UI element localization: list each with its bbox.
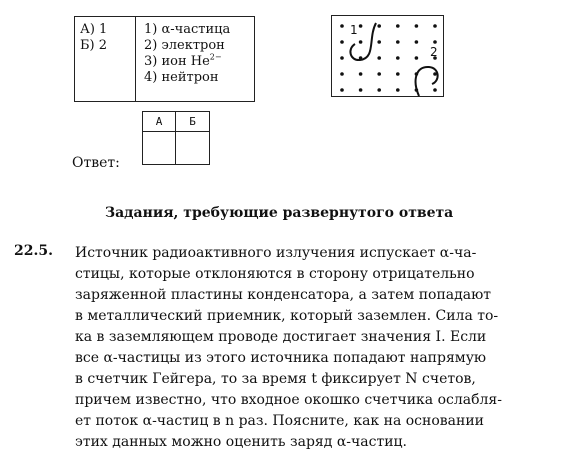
field-dot bbox=[340, 88, 344, 92]
field-dot bbox=[377, 72, 381, 76]
field-dot bbox=[377, 56, 381, 60]
field-dot bbox=[433, 40, 437, 44]
answer-table bbox=[142, 111, 210, 165]
answer-header-b: Б bbox=[176, 112, 209, 132]
match-option-3 bbox=[144, 54, 254, 70]
task-line: причем известно, что входное окошко счетчика ослабля- bbox=[75, 392, 502, 408]
task-text bbox=[75, 243, 555, 453]
field-dot bbox=[340, 56, 344, 60]
task-line: в металлический приемник, который заземлен. Сила то- bbox=[75, 308, 499, 324]
matching-table bbox=[74, 16, 255, 102]
task-line: заряженной пластины конденсатора, а затем попадают bbox=[75, 287, 492, 303]
match-left-item-a: А) 1 bbox=[80, 22, 108, 37]
field-dot bbox=[340, 40, 344, 44]
trajectory-label-2: 2 bbox=[430, 45, 438, 59]
field-dot bbox=[396, 56, 400, 60]
field-dot bbox=[433, 24, 437, 28]
task-number: 22.5. bbox=[14, 243, 53, 259]
field-dot bbox=[396, 40, 400, 44]
task-line: ка в заземляющем проводе достигает значения I. Если bbox=[75, 329, 487, 345]
trajectory-label-1: 1 bbox=[350, 23, 358, 37]
task-line: этих данных можно оценить заряд α-частиц. bbox=[75, 434, 407, 450]
field-dot bbox=[377, 40, 381, 44]
answer-cell-b[interactable] bbox=[176, 132, 209, 164]
field-dot bbox=[340, 24, 344, 28]
match-option-4: 4) нейтрон bbox=[144, 70, 219, 85]
field-dot bbox=[359, 40, 363, 44]
section-heading: Задания, требующие развернутого ответа bbox=[105, 205, 454, 221]
field-dot bbox=[396, 24, 400, 28]
field-dot bbox=[415, 40, 419, 44]
task-line: все α-частицы из этого источника попадают напрямую bbox=[75, 350, 487, 366]
answer-cell-a[interactable] bbox=[143, 132, 176, 164]
field-dot bbox=[377, 24, 381, 28]
field-dot bbox=[359, 24, 363, 28]
field-dot bbox=[396, 88, 400, 92]
match-option-3-text: 3) ион He bbox=[144, 54, 210, 69]
match-left-item-b: Б) 2 bbox=[80, 38, 108, 53]
task-line: стицы, которые отклоняются в сторону отрицательно bbox=[75, 266, 475, 282]
field-dot bbox=[433, 88, 437, 92]
field-dot bbox=[340, 72, 344, 76]
matching-right-column bbox=[136, 17, 254, 101]
field-dot bbox=[396, 72, 400, 76]
match-option-2: 2) электрон bbox=[144, 38, 225, 53]
field-dot bbox=[415, 24, 419, 28]
task-line: ет поток α-частиц в n раз. Поясните, как на основании bbox=[75, 413, 484, 429]
answer-label: Ответ: bbox=[72, 155, 120, 171]
matching-left-column bbox=[75, 17, 136, 101]
match-option-1: 1) α-частица bbox=[144, 22, 231, 37]
task-line: Источник радиоактивного излучения испускает α-ча- bbox=[75, 245, 477, 261]
answer-header-a: А bbox=[143, 112, 176, 132]
field-dot bbox=[415, 56, 419, 60]
field-dot bbox=[359, 88, 363, 92]
task-line: в счетчик Гейгера, то за время t фиксирует N счетов, bbox=[75, 371, 476, 387]
magnetic-field-figure bbox=[331, 15, 444, 97]
field-dot bbox=[359, 72, 363, 76]
field-dot bbox=[377, 88, 381, 92]
field-diagram-svg bbox=[332, 16, 445, 98]
match-option-3-charge: 2− bbox=[209, 52, 222, 62]
